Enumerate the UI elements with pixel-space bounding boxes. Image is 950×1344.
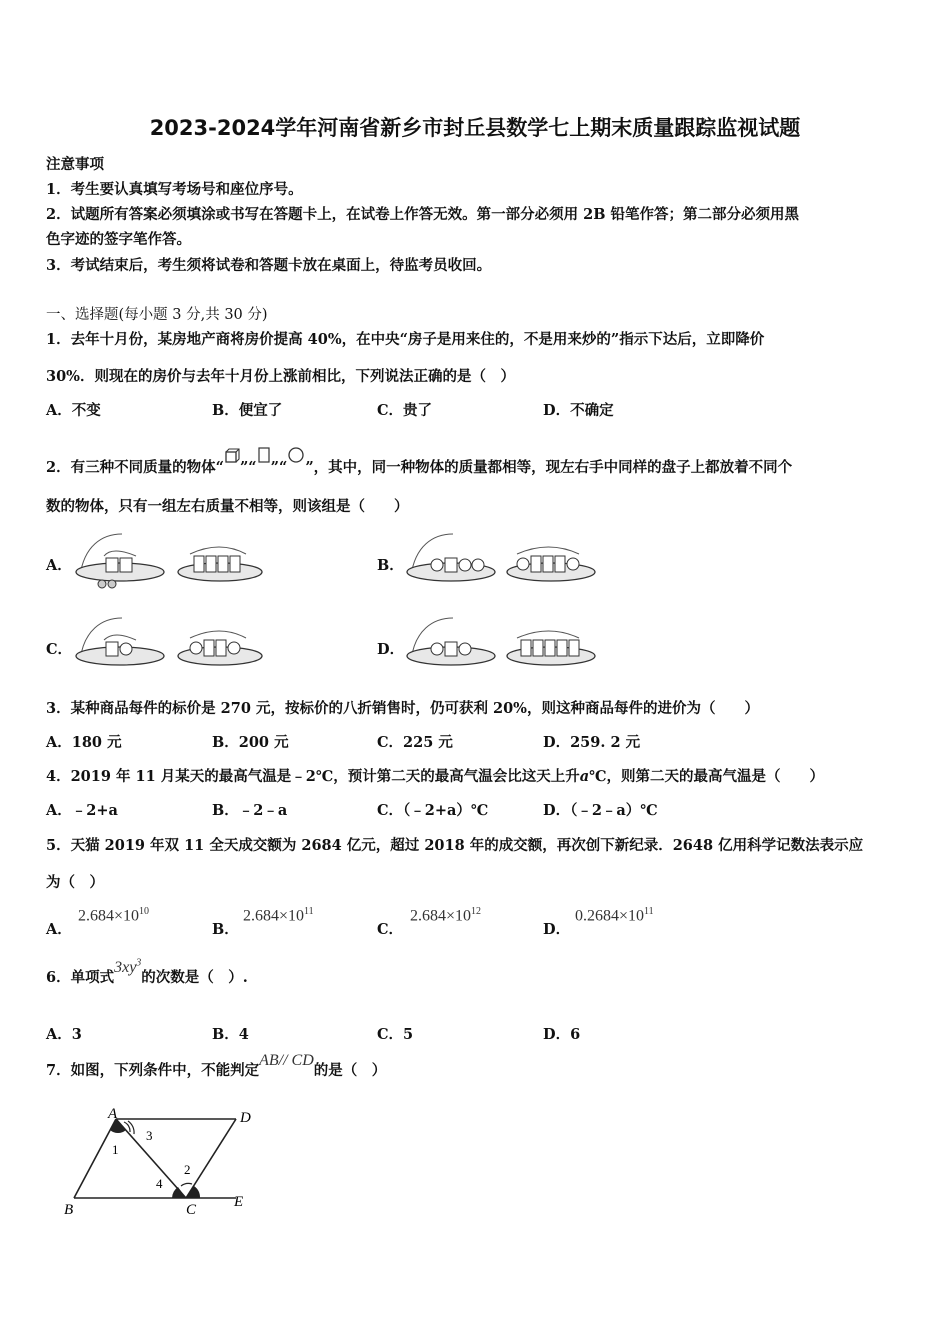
q5-c-exp: 12 <box>471 906 482 917</box>
angle-label-1: 1 <box>112 1142 119 1157</box>
q5-option-b: B． <box>212 921 239 938</box>
q4-option-d: D．（﹣2﹣a）℃ <box>543 802 658 819</box>
q5-option-b-value <box>243 906 314 925</box>
q4-stem <box>46 765 824 786</box>
q2-option-a-figure <box>72 526 272 594</box>
angle-label-3: 3 <box>146 1128 153 1143</box>
notice-item-2-cont: 色字迹的签字笔作答。 <box>46 231 191 248</box>
q5-option-a: A． <box>46 921 72 938</box>
q4-option-b: B．﹣2﹣a <box>212 802 288 819</box>
notice-item-2: 2．试题所有答案必须填涂或书写在答题卡上，在试卷上作答无效。第一部分必须用 2B 铅笔作答；第二部分必须用黑 <box>46 206 800 223</box>
q1-stem-line2: 30%．则现在的房价与去年十月份上涨前相比，下列说法正确的是（ ） <box>46 368 515 385</box>
label-d: D <box>240 1110 251 1126</box>
q1-option-d: D．不确定 <box>543 402 614 419</box>
q2-stem-rest: ”，其中，同一种物体的质量都相等，现左右手中同样的盘子上都放着不同个 <box>305 459 793 476</box>
angle-label-4: 4 <box>156 1176 163 1191</box>
q2-stem-sep2: ”“ <box>270 459 288 476</box>
q2-option-d: D． <box>377 641 405 658</box>
q3-option-b: B．200 元 <box>212 734 289 751</box>
q6-monomial-base: 3xy <box>114 959 137 976</box>
label-c: C <box>186 1202 197 1218</box>
q6-stem <box>46 957 248 987</box>
q6-stem-post: 的次数是（ ）. <box>141 969 248 986</box>
q2-option-d-figure <box>403 610 603 678</box>
q6-option-d: D．6 <box>543 1026 581 1043</box>
q5-b-exp: 11 <box>304 906 314 917</box>
q3-stem: 3．某种商品每件的标价是 270 元，按标价的八折销售时，仍可获利 20%，则这种商品每件的进价为（ ） <box>46 700 759 717</box>
q3-option-c: C．225 元 <box>377 734 453 751</box>
q7-condition: AB// CD <box>259 1052 314 1069</box>
cube-icon <box>224 448 240 464</box>
q5-option-c: C． <box>377 921 404 938</box>
segment-cd <box>186 1119 236 1198</box>
q3-option-a: A．180 元 <box>46 734 122 751</box>
q5-stem-line1: 5．天猫 2019 年双 11 全天成交额为 2684 亿元，超过 2018 年的成交额，再次创下新纪录．2648 亿用科学记数法表示应 <box>46 837 864 854</box>
q2-stem-line1 <box>46 446 792 477</box>
q4-option-c: C．（﹣2+a）℃ <box>377 802 489 819</box>
q3-option-d: D．259. 2 元 <box>543 734 641 751</box>
q1-option-a: A．不变 <box>46 402 101 419</box>
q2-stem-sep1: ”“ <box>239 459 257 476</box>
q7-stem-pre: 7．如图，下列条件中，不能判定 <box>46 1062 260 1079</box>
q5-option-c-value <box>410 906 481 925</box>
q2-option-b: B． <box>377 557 404 574</box>
q6-option-c: C．5 <box>377 1026 414 1043</box>
q1-option-c: C．贵了 <box>377 402 433 419</box>
q5-d-base: 0.2684×10 <box>575 907 645 925</box>
q2-stem-line2: 数的物体，只有一组左右质量不相等，则该组是（ ） <box>46 498 409 515</box>
q1-option-b: B．便宜了 <box>212 402 283 419</box>
angle-label-2: 2 <box>184 1162 191 1177</box>
section-heading: 一、选择题(每小题 3 分,共 30 分) <box>46 307 268 323</box>
q6-option-a: A．3 <box>46 1026 82 1043</box>
q5-a-exp: 10 <box>139 906 150 917</box>
q5-option-a-value <box>78 906 149 925</box>
q2-stem-lead: 2．有三种不同质量的物体“ <box>46 459 224 476</box>
q2-option-c-figure <box>72 610 272 678</box>
q6-stem-pre: 6．单项式 <box>46 969 115 986</box>
q4-stem-pre: 4．2019 年 11 月某天的最高气温是﹣2℃，预计第二天的最高气温会比这天上升 <box>46 768 580 785</box>
q5-c-base: 2.684×10 <box>410 907 472 925</box>
q6-monomial <box>114 959 141 976</box>
label-b: B <box>64 1202 74 1218</box>
q4-option-a: A．﹣2+a <box>46 802 118 819</box>
q5-option-d: D． <box>543 921 571 938</box>
sphere-icon <box>287 446 305 464</box>
label-a: A <box>108 1106 118 1122</box>
q4-stem-post: ℃，则第二天的最高气温是（ ） <box>589 768 825 785</box>
q6-option-b: B．4 <box>212 1026 249 1043</box>
label-e: E <box>234 1194 244 1210</box>
q5-b-base: 2.684×10 <box>243 907 305 925</box>
q5-stem-line2: 为（ ） <box>46 874 104 891</box>
q7-parallelogram-figure <box>58 1104 268 1224</box>
segment-ab <box>74 1119 116 1198</box>
page-title: 2023-2024学年河南省新乡市封丘县数学七上期末质量跟踪监视试题 <box>149 116 801 140</box>
q5-a-base: 2.684×10 <box>78 907 140 925</box>
notice-heading: 注意事项 <box>46 156 104 173</box>
angle-mark-c <box>172 1187 186 1198</box>
q5-option-d-value <box>575 906 654 925</box>
notice-item-1: 1．考生要认真填写考场号和座位序号。 <box>46 181 303 198</box>
q4-variable: a <box>579 768 590 785</box>
q1-stem-line1: 1．去年十月份，某房地产商将房价提高 40%，在中央“房子是用来住的，不是用来炒的”指示下达后，立即降价 <box>46 331 765 348</box>
q2-option-a: A． <box>46 557 72 574</box>
notice-item-3: 3．考试结束后，考生须将试卷和答题卡放在桌面上，待监考员收回。 <box>46 257 492 274</box>
q7-stem <box>46 1052 387 1080</box>
q6-monomial-exp: 3 <box>136 957 142 969</box>
q7-stem-post: 的是（ ） <box>313 1062 387 1079</box>
cylinder-icon <box>257 446 271 464</box>
q2-option-c: C． <box>46 641 73 658</box>
q2-option-b-figure <box>403 526 603 594</box>
q5-d-exp: 11 <box>644 906 654 917</box>
